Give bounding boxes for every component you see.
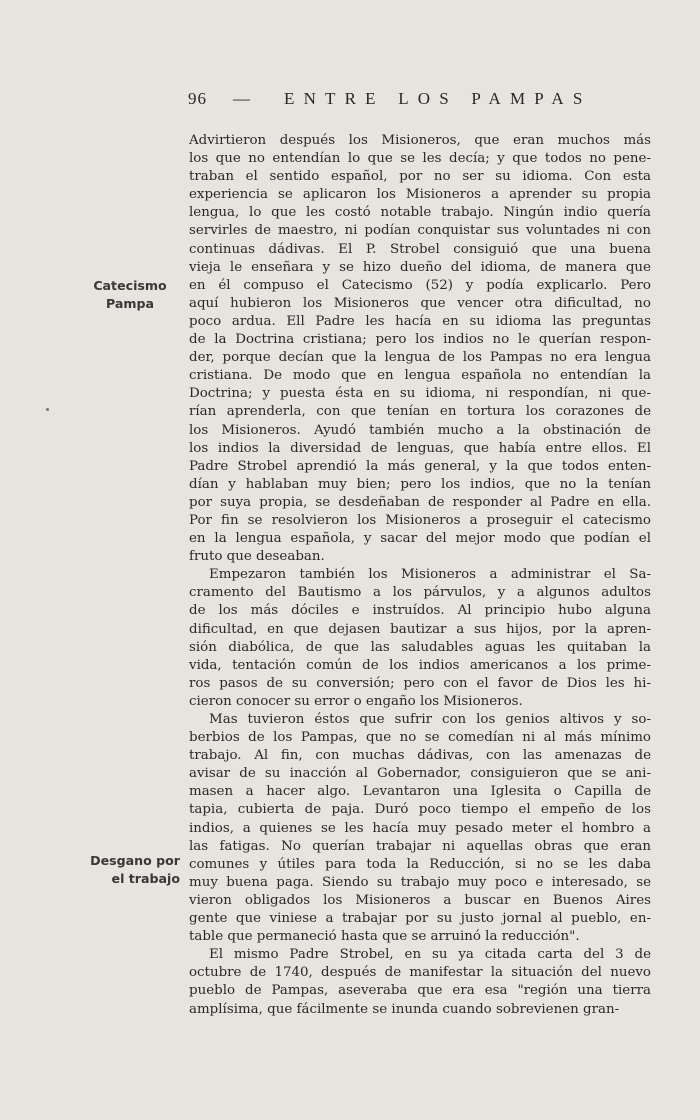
text-line: de los más dóciles e instruídos. Al principio hubo alguna <box>189 603 651 619</box>
margin-note-line: Desgano por <box>90 853 180 868</box>
running-title: ENTRE LOS PAMPAS <box>284 89 592 108</box>
text-line: El mismo Padre Strobel, en su ya citada carta del 3 de <box>209 947 651 963</box>
text-line: Padre Strobel aprendió la más general, y la que todos enten- <box>189 458 651 474</box>
header-dash: — <box>233 89 250 108</box>
paragraph <box>189 711 651 946</box>
text-line: masen a hacer algo. Levantaron una Iglesita o Capilla de <box>189 784 651 800</box>
text-line: de la Doctrina cristiana; pero los indios no le querían respon- <box>189 332 651 348</box>
text-line: los Misioneros. Ayudó también mucho a la obstinación de <box>189 422 651 438</box>
text-line: table que permaneció hasta que se arruinó la reducción". <box>189 929 580 945</box>
text-line: dían y hablaban muy bien; pero los indios, que no la tenían <box>189 476 651 492</box>
text-line: aquí hubieron los Misioneros que vencer otra dificultad, no <box>189 295 651 311</box>
text-line: vieja le enseñara y se hizo dueño del idioma, de manera que <box>189 259 651 275</box>
text-line: las fatigas. No querían trabajar ni aquellas obras que eran <box>189 838 651 854</box>
text-line: Empezaron también los Misioneros a administrar el Sa- <box>209 567 651 583</box>
text-line: Por fin se resolvieron los Misioneros a proseguir el catecismo <box>189 512 651 528</box>
paper-speck <box>46 408 49 411</box>
text-line: rían aprenderla, con que tenían en tortura los corazones de <box>189 404 651 420</box>
text-line: indios, a quienes se les hacía muy pesado meter el hombro a <box>189 820 651 836</box>
text-line: experiencia se aplicaron los Misioneros a aprender su propia <box>189 187 651 203</box>
text-line: en él compuso el Catecismo (52) y podía explicarlo. Pero <box>189 277 651 293</box>
text-line: Advirtieron después los Misioneros, que eran muchos más <box>189 133 651 148</box>
text-line: cramento del Bautismo a los párvulos, y a algunos adultos <box>189 585 651 601</box>
text-line: gente que viniese a trabajar por su justo jornal al pueblo, en- <box>189 911 651 927</box>
text-line: dificultad, en que dejasen bautizar a sus hijos, por la apren- <box>189 621 651 637</box>
text-line: Doctrina; y puesta ésta en su idioma, ni respondían, ni que- <box>189 386 651 402</box>
margin-note-line: Catecismo <box>93 278 167 293</box>
text-line: en la lengua española, y sacar del mejor modo que podían el <box>189 531 651 547</box>
text-line: los que no entendían lo que se les decía; y que todos no pene- <box>189 151 651 167</box>
margin-note-catecismo <box>80 277 180 313</box>
text-line: fruto que deseaban. <box>189 549 325 565</box>
page-number: 96 <box>188 89 207 108</box>
paragraph <box>189 946 651 1018</box>
margin-note-line: Pampa <box>105 296 155 311</box>
text-line: servirles de maestro, ni podían conquistar sus voluntades ni con <box>189 223 651 239</box>
text-line: continuas dádivas. El P. Strobel consiguió que una buena <box>189 241 651 257</box>
margin-note-desgano <box>78 852 182 888</box>
text-line: por suya propia, se desdeñaban de responder al Padre en ella. <box>189 494 651 510</box>
text-line: avisar de su inacción al Gobernador, consiguieron que se ani- <box>189 766 651 782</box>
text-line: berbios de los Pampas, que no se comedían ni al más mínimo <box>189 730 651 746</box>
text-line: cristiana. De modo que en lengua española no entendían la <box>189 368 651 384</box>
text-line: vida, tentación común de los indios americanos a los prime- <box>189 657 651 673</box>
text-line: amplísima, que fácilmente se inunda cuando sobrevienen gran- <box>189 1001 620 1017</box>
text-line: cieron conocer su error o engaño los Misioneros. <box>189 693 523 709</box>
text-line: muy buena paga. Siendo su trabajo muy poco e interesado, se <box>189 874 651 890</box>
text-line: vieron obligados los Misioneros a buscar en Buenos Aires <box>189 892 651 908</box>
text-line: comunes y útiles para toda la Reducción, si no se les daba <box>189 856 651 872</box>
text-line: Mas tuvieron éstos que sufrir con los genios altivos y so- <box>209 712 651 727</box>
text-line: pueblo de Pampas, aseveraba que era esa "región una tierra <box>189 983 651 999</box>
body-text <box>189 132 651 1019</box>
page-header <box>188 89 648 113</box>
text-line: trabajo. Al fin, con muchas dádivas, con las amenazas de <box>189 748 651 764</box>
text-line: traban el sentido español, por no ser su idioma. Con esta <box>189 169 651 185</box>
text-line: octubre de 1740, después de manifestar la situación del nuevo <box>189 965 651 981</box>
text-line: tapia, cubierta de paja. Duró poco tiempo el empeño de los <box>189 802 651 818</box>
text-line: los indios la diversidad de lenguas, que había entre ellos. El <box>189 440 651 456</box>
text-line: sión diabólica, de que las saludables aguas les quitaban la <box>189 639 651 655</box>
text-line: poco ardua. Ell Padre les hacía en su idioma las preguntas <box>189 313 651 329</box>
paragraph <box>189 132 651 566</box>
text-line: lengua, lo que les costó notable trabajo. Ningún indio quería <box>189 205 651 221</box>
text-line: ros pasos de su conversión; pero con el favor de Dios les hi- <box>189 675 651 691</box>
margin-note-line: el trabajo <box>111 871 180 886</box>
text-line: der, porque decían que la lengua de los Pampas no era lengua <box>189 350 651 366</box>
paragraph <box>189 566 651 711</box>
